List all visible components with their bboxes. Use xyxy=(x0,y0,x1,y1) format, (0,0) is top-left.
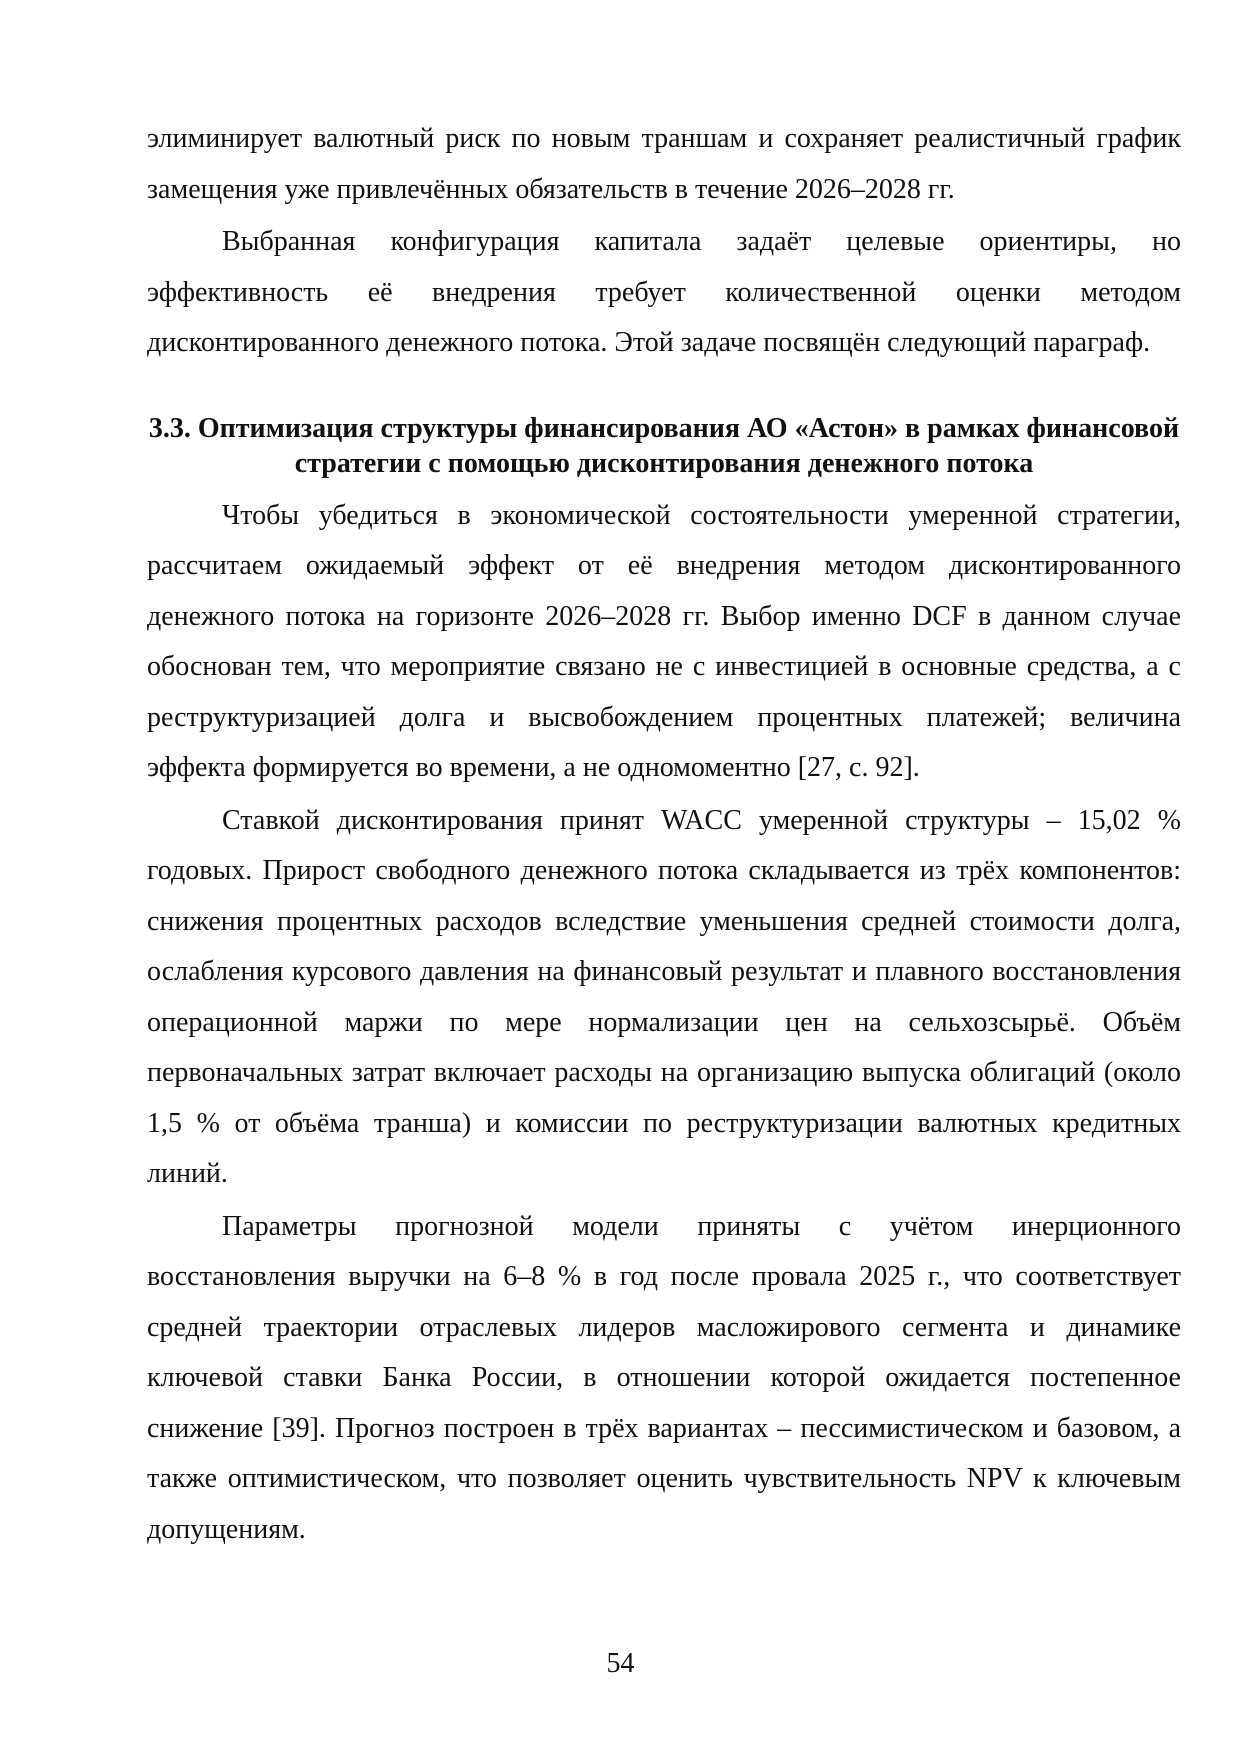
paragraph-capital-configuration: Выбранная конфигурация капитала задаёт целевые ориентиры, но эффективность её внедрения требует количественной оценки методом дисконтированного денежного потока. Этой задаче посвящён следующий параграф. xyxy=(147,226,1181,358)
paragraph-dcf-rationale: Чтобы убедиться в экономической состоятельности умеренной стратегии, рассчитаем ожидаемый эффект от её внедрения методом дисконтированного денежного потока на горизонте 2026–2028 гг. Выбор именно DCF в данном случае обоснован тем, что мероприятие связано не с инвестицией в основные средства, а с реструктуризацией долга и высвобождением процентных платежей; величина эффекта формируется во времени, а не одномоментно [27, с. 92]. xyxy=(147,499,1181,783)
page-number: 54 xyxy=(606,1648,635,1679)
document-page xyxy=(147,114,1181,1555)
paragraph-forecast-parameters: Параметры прогнозной модели приняты с учётом инерционного восстановления выручки на 6–8 % в год после провала 2025 г., что соответствует средней траектории отраслевых лидеров масложирового сегмента и динамике ключевой ставки Банка России, в отношении которой ожидается постепенное снижение [39]. Прогноз построен в трёх вариантах – пессимистическом и базовом, а также оптимистическом, что позволяет оценить чувствительность NPV к ключевым допущениям. xyxy=(147,1210,1181,1545)
paragraph-discount-rate: Ставкой дисконтирования принят WACC умеренной структуры – 15,02 % годовых. Прирост свободного денежного потока складывается из трёх компонентов: снижения процентных расходов вследствие уменьшения средней стоимости долга, ослабления курсового давления на финансовый результат и плавного восстановления операционной маржи по мере нормализации цен на сельхозсырьё. Объём первоначальных затрат включает расходы на организацию выпуска облигаций (около 1,5 % от объёма транша) и комиссии по реструктуризации валютных кредитных линий. xyxy=(147,804,1181,1189)
paragraph-continuation: элиминирует валютный риск по новым траншам и сохраняет реалистичный график замещения уже привлечённых обязательств в течение 2026–2028 гг. xyxy=(147,123,1181,205)
section-heading: 3.3. Оптимизация структуры финансирования АО «Астон» в рамках финансовой стратегии с помощью дисконтирования денежного потока xyxy=(148,412,1180,479)
